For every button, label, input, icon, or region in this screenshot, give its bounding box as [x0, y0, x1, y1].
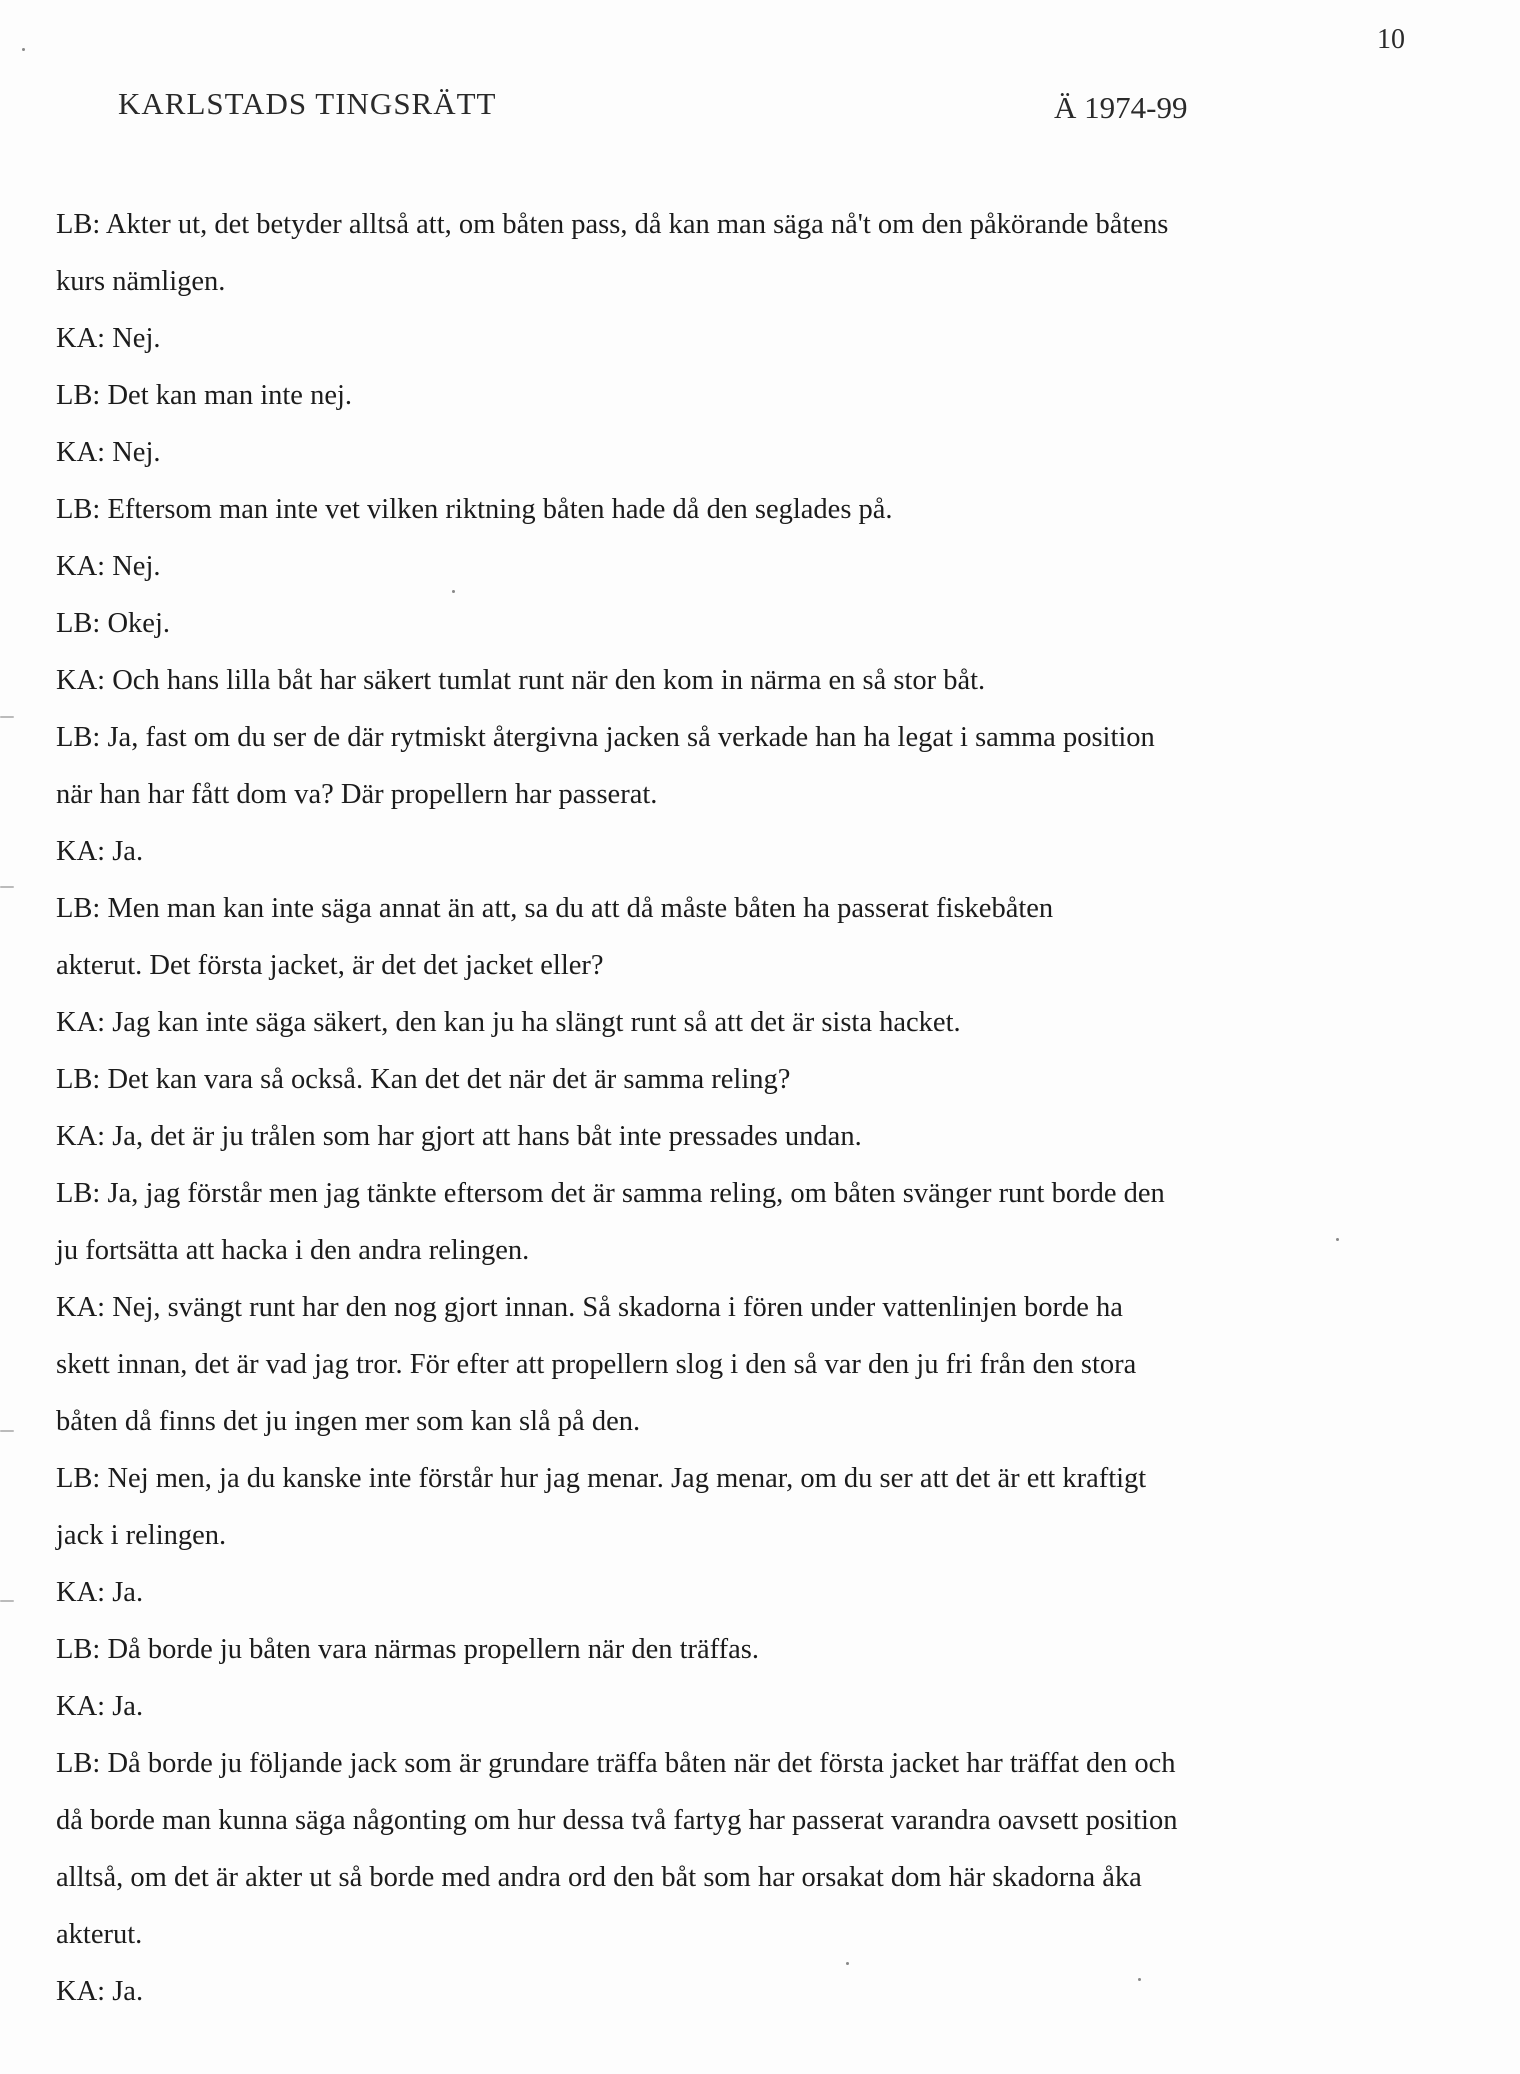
- transcript-line: [56, 1792, 1396, 1849]
- line-text: Ja.: [112, 836, 144, 867]
- line-text: Då borde ju båten vara närmas propellern när den träffas.: [107, 1634, 759, 1665]
- transcript-line: [56, 709, 1396, 766]
- transcript-line: [56, 1621, 1396, 1678]
- transcript-line: [56, 1051, 1396, 1108]
- speaker-label: KA:: [56, 323, 106, 354]
- transcript-line: [56, 1963, 1396, 2020]
- line-text: båten då finns det ju ingen mer som kan slå på den.: [56, 1406, 641, 1437]
- line-text: Ja.: [112, 1976, 144, 2007]
- line-text: Ja.: [112, 1691, 144, 1722]
- line-text: akterut.: [56, 1919, 143, 1950]
- line-text: skett innan, det är vad jag tror. För efter att propellern slog i den så var den ju fri från den stora: [56, 1349, 1137, 1380]
- speaker-label: LB:: [56, 494, 101, 525]
- scan-edge-mark: [0, 1430, 14, 1432]
- transcript-line: [56, 1165, 1396, 1222]
- case-number: Ä 1974-99: [1054, 90, 1188, 125]
- line-text: Eftersom man inte vet vilken riktning båten hade då den seglades på.: [107, 494, 893, 525]
- line-text: Jag kan inte säga säkert, den kan ju ha slängt runt så att det är sista hacket.: [112, 1007, 961, 1038]
- speaker-label: LB:: [56, 380, 101, 411]
- line-text: kurs nämligen.: [56, 266, 226, 297]
- speaker-label: KA:: [56, 665, 106, 696]
- transcript-line: [56, 937, 1396, 994]
- speaker-label: LB:: [56, 1634, 101, 1665]
- transcript-line: [56, 652, 1396, 709]
- speaker-label: KA:: [56, 551, 106, 582]
- speaker-label: LB:: [56, 209, 101, 240]
- page-number: 10: [1377, 24, 1405, 55]
- speaker-label: LB:: [56, 893, 101, 924]
- transcript-line: [56, 1735, 1396, 1792]
- speaker-label: KA:: [56, 437, 106, 468]
- speaker-label: LB:: [56, 608, 101, 639]
- line-text: Nej men, ja du kanske inte förstår hur jag menar. Jag menar, om du ser att det är ett kraftigt: [107, 1463, 1147, 1494]
- transcript-line: [56, 1906, 1396, 1963]
- speaker-label: LB:: [56, 1178, 101, 1209]
- transcript-line: [56, 1279, 1396, 1336]
- speaker-label: KA:: [56, 1577, 106, 1608]
- line-text: Nej.: [112, 551, 161, 582]
- line-text: när han har fått dom va? Där propellern har passerat.: [56, 779, 658, 810]
- scan-speck: [452, 590, 455, 593]
- speaker-label: KA:: [56, 1121, 106, 1152]
- transcript-line: [56, 1564, 1396, 1621]
- transcript-line: [56, 538, 1396, 595]
- transcript-line: [56, 196, 1396, 253]
- speaker-label: KA:: [56, 1691, 106, 1722]
- line-text: Det kan man inte nej.: [107, 380, 353, 411]
- transcript-line: [56, 766, 1396, 823]
- speaker-label: LB:: [56, 1463, 101, 1494]
- line-text: alltså, om det är akter ut så borde med andra ord den båt som har orsakat dom här skadorna åka: [56, 1862, 1142, 1893]
- transcript: [56, 196, 1396, 2020]
- scan-edge-mark: [0, 716, 14, 718]
- transcript-line: [56, 424, 1396, 481]
- speaker-label: KA:: [56, 836, 106, 867]
- transcript-line: [56, 1393, 1396, 1450]
- speaker-label: KA:: [56, 1292, 106, 1323]
- line-text: Ja, det är ju trålen som har gjort att hans båt inte pressades undan.: [112, 1121, 862, 1152]
- line-text: ju fortsätta att hacka i den andra relingen.: [56, 1235, 530, 1266]
- transcript-line: [56, 595, 1396, 652]
- speaker-label: LB:: [56, 722, 101, 753]
- scan-speck: [846, 1962, 849, 1965]
- transcript-line: [56, 310, 1396, 367]
- line-text: Akter ut, det betyder alltså att, om båten pass, då kan man säga nå't om den påkörande båtens: [105, 209, 1169, 240]
- line-text: akterut. Det första jacket, är det det jacket eller?: [56, 950, 604, 981]
- transcript-line: [56, 253, 1396, 310]
- transcript-line: [56, 1336, 1396, 1393]
- court-name: KARLSTADS TINGSRÄTT: [118, 86, 497, 121]
- line-text: Ja, fast om du ser de där rytmiskt återgivna jacken så verkade han ha legat i samma position: [107, 722, 1155, 753]
- line-text: Nej.: [112, 323, 161, 354]
- transcript-line: [56, 994, 1396, 1051]
- scan-edge-mark: [0, 1600, 14, 1602]
- line-text: Nej.: [112, 437, 161, 468]
- transcript-line: [56, 367, 1396, 424]
- transcript-line: [56, 1108, 1396, 1165]
- scan-speck: [22, 48, 25, 51]
- transcript-line: [56, 880, 1396, 937]
- scan-speck: [1336, 1238, 1339, 1241]
- line-text: Ja.: [112, 1577, 144, 1608]
- line-text: Och hans lilla båt har säkert tumlat runt när den kom in närma en så stor båt.: [112, 665, 986, 696]
- speaker-label: LB:: [56, 1748, 101, 1779]
- transcript-line: [56, 1849, 1396, 1906]
- scan-speck: [1138, 1978, 1141, 1981]
- transcript-line: [56, 1222, 1396, 1279]
- line-text: Ja, jag förstår men jag tänkte eftersom det är samma reling, om båten svänger runt borde den: [107, 1178, 1165, 1209]
- line-text: då borde man kunna säga någonting om hur dessa två fartyg har passerat varandra oavsett position: [56, 1805, 1178, 1836]
- line-text: Då borde ju följande jack som är grundare träffa båten när det första jacket har träffat den och: [107, 1748, 1176, 1779]
- speaker-label: LB:: [56, 1064, 101, 1095]
- transcript-line: [56, 823, 1396, 880]
- line-text: Det kan vara så också. Kan det det när det är samma reling?: [107, 1064, 791, 1095]
- speaker-label: KA:: [56, 1976, 106, 2007]
- line-text: Okej.: [107, 608, 170, 639]
- transcript-line: [56, 1450, 1396, 1507]
- speaker-label: KA:: [56, 1007, 106, 1038]
- transcript-line: [56, 1678, 1396, 1735]
- line-text: Nej, svängt runt har den nog gjort innan. Så skadorna i fören under vattenlinjen borde ha: [112, 1292, 1123, 1323]
- line-text: Men man kan inte säga annat än att, sa du att då måste båten ha passerat fiskebåten: [107, 893, 1054, 924]
- transcript-line: [56, 481, 1396, 538]
- scan-edge-mark: [0, 886, 14, 888]
- line-text: jack i relingen.: [56, 1520, 227, 1551]
- transcript-line: [56, 1507, 1396, 1564]
